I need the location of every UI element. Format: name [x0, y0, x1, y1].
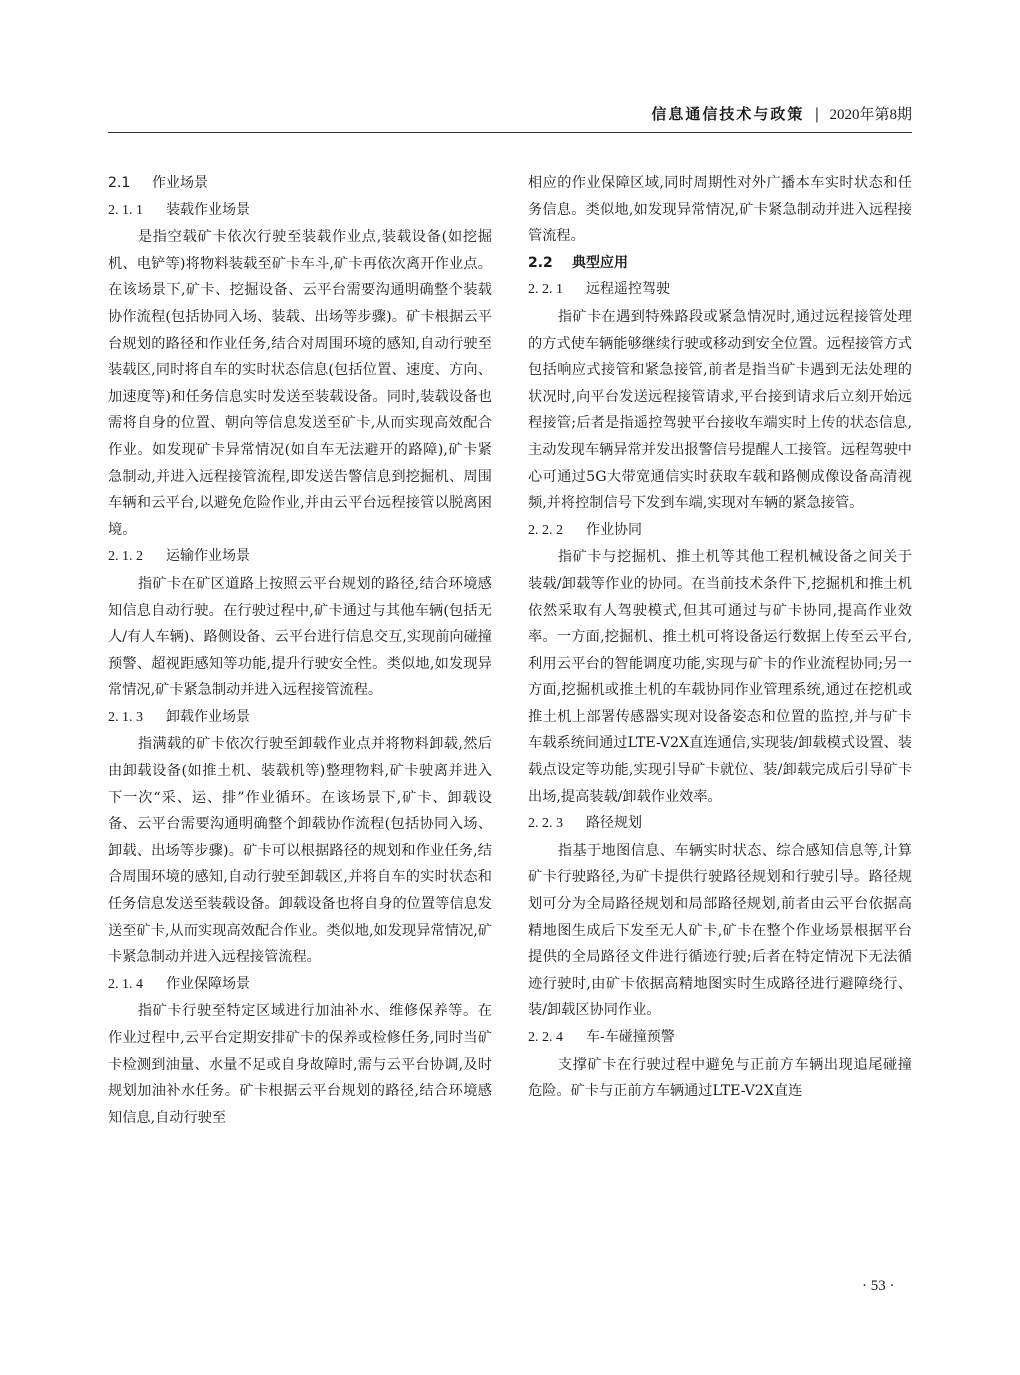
paragraph: 指基于地图信息、车辆实时状态、综合感知信息等,计算矿卡行驶路径,为矿卡提供行驶路径规划和行驶引导。路径规划可分为全局路径规划和局部路径规划,前者由云平台依据高精地图生成后下发至无人矿卡,矿卡在整个作业场景根据平台提供的全局路径文件进行循迹行驶;后者在特定情况下无法循迹行驶时,由矿卡依据高精地图实时生成路径进行避障绕行、装/卸载区协同作业。 [528, 842, 912, 1019]
subsection-heading: 2. 1. 2 运输作业场景 [108, 548, 250, 565]
page-number: · 53 · [862, 1278, 895, 1294]
subsection-heading: 2. 2. 2 作业协同 [528, 521, 642, 538]
journal-title: 信息通信技术与政策 [651, 105, 805, 123]
subsection-heading: 2. 2. 4 车-车碰撞预警 [528, 1029, 675, 1045]
paragraph: 指矿卡在矿区道路上按照云平台规划的路径,结合环境感知信息自动行驶。在行驶过程中,矿卡通过与其他车辆(包括无人/有人车辆)、路侧设备、云平台进行信息交互,实现前向碰撞预警、超视距感知等功能,提升行驶安全性。类似地,如发现异常情况,矿卡紧急制动并进入远程接管流程。 [108, 575, 492, 699]
paragraph: 指矿卡与挖掘机、推土机等其他工程机械设备之间关于装载/卸载等作业的协同。在当前技术条件下,挖掘机和推土机依然采取有人驾驶模式,但其可通过与矿卡协同,提高作业效率。一方面,挖掘机、推土机可将设备运行数据上传至云平台,利用云平台的智能调度功能,实现与矿卡的作业流程协同;另一方面,挖掘机或推土机的车载协同作业管理系统,通过在挖机或推土机上部署传感器实现对设备姿态和位置的监控,并与矿卡车载系统间通过LTE-V2X直连通信,实现装/卸载模式设置、装载点设定等功能,实现引导矿卡就位、装/卸载完成后引导矿卡出场,提高装载/卸载作业效率。 [528, 549, 912, 805]
paragraph: 支撑矿卡在行驶过程中避免与正前方车辆出现追尾碰撞危险。矿卡与正前方车辆通过LTE-V2X直连 [528, 1056, 912, 1100]
right-column [528, 170, 912, 1105]
paragraph: 是指空载矿卡依次行驶至装载作业点,装载设备(如挖掘机、电铲等)将物料装载至矿卡车斗,矿卡再依次离开作业点。在该场景下,矿卡、挖掘设备、云平台需要沟通明确整个装载协作流程(包括协同入场、装载、出场等步骤)。矿卡根据云平台规划的路径和作业任务,结合对周围环境的感知,自动行驶至装载区,同时将自车的实时状态信息(包括位置、速度、方向、加速度等)和任务信息实时发送至装载设备。同时,装载设备也需将自身的位置、朝向等信息发送至矿卡,从而实现高效配合作业。如发现矿卡异常情况(如自车无法避开的路障),矿卡紧急制动,并进入远程接管流程,即发送告警信息到挖掘机、周围车辆和云平台,以避免危险作业,并由云平台远程接管以脱离困境。 [108, 229, 492, 538]
left-column [108, 170, 492, 1131]
paragraph: 指矿卡在遇到特殊路段或紧急情况时,通过远程接管处理的方式使车辆能够继续行驶或移动到安全位置。远程接管方式包括响应式接管和紧急接管,前者是指当矿卡遇到无法处理的状况时,向平台发送远程接管请求,平台接到请求后立刻开始远程接管;后者是指遥控驾驶平台接收车端实时上传的状态信息,主动发现车辆异常并发出报警信号提醒人工接管。远程驾驶中心可通过5G大带宽通信实时获取车载和路侧成像设备高清视频,并将控制信号下发到车端,实现对车辆的紧急接管。 [528, 308, 912, 512]
subsection-heading: 2. 1. 1 装载作业场景 [108, 201, 250, 218]
paragraph: 指满载的矿卡依次行驶至卸载作业点并将物料卸载,然后由卸载设备(如推土机、装载机等)整理物料,矿卡驶离并进入下一次“采、运、排”作业循环。在该场景下,矿卡、卸载设备、云平台需要沟通明确整个卸载协作流程(包括协同入场、卸载、出场等步骤)。矿卡可以根据路径的规划和作业任务,结合周围环境的感知,自动行驶至卸载区,并将自车的实时状态和任务信息发送至装载设备。卸载设备也将自身的位置等信息发送至矿卡,从而实现高效配合作业。类似地,如发现异常情况,矿卡紧急制动并进入远程接管流程。 [108, 736, 492, 966]
subsection-heading: 2. 2. 3 路径规划 [528, 815, 642, 832]
paragraph: 指矿卡行驶至特定区域进行加油补水、维修保养等。在作业过程中,云平台定期安排矿卡的保养或检修任务,同时当矿卡检测到油量、水量不足或自身故障时,需与云平台协调,及时规划加油补水任务。矿卡根据云平台规划的路径,结合环境感知信息,自动行驶至 [108, 1003, 492, 1126]
issue-label: 2020年第8期 [829, 107, 912, 123]
subsection-heading: 2. 2. 1 远程遥控驾驶 [528, 281, 670, 298]
section-heading: 2.1 作业场景 [108, 175, 208, 191]
running-header [108, 103, 912, 133]
paragraph-continued: 相应的作业保障区域,同时周期性对外广播本车实时状态和任务信息。类似地,如发现异常情况,矿卡紧急制动并进入远程接管流程。 [528, 175, 912, 245]
subsection-heading: 2. 1. 4 作业保障场景 [108, 975, 250, 992]
subsection-heading: 2. 1. 3 卸载作业场景 [108, 708, 250, 725]
header-separator: | [814, 104, 820, 123]
section-heading: 2.2 典型应用 [528, 254, 628, 271]
